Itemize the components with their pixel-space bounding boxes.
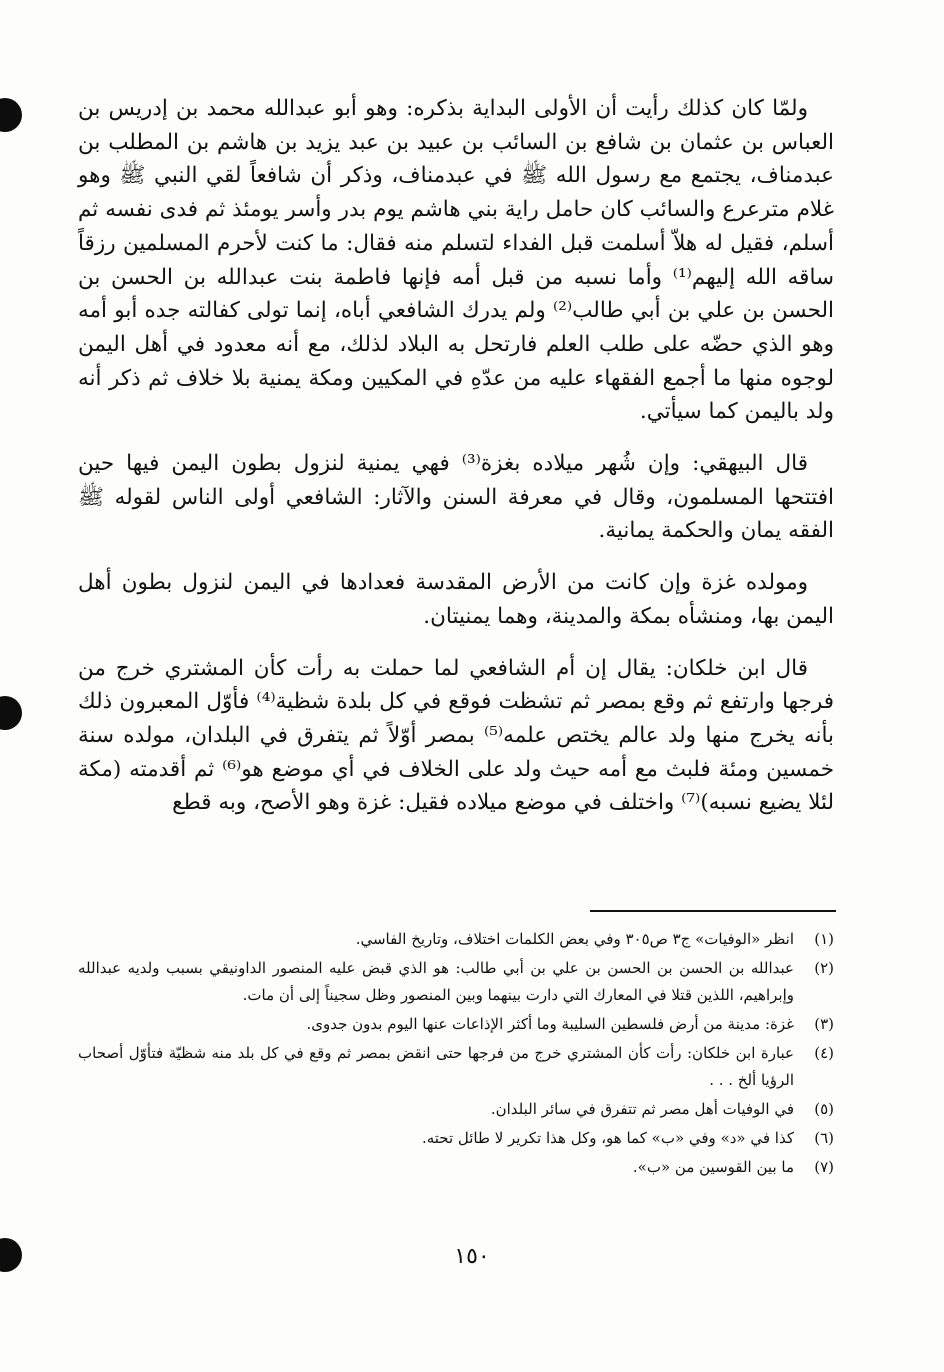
footnote-number: (٧) <box>814 1158 834 1176</box>
main-text <box>78 92 834 820</box>
footnote <box>78 955 834 1009</box>
footnote <box>78 1096 834 1123</box>
binder-hole <box>0 98 22 132</box>
paragraph: قال ابن خلكان: يقال إن أم الشافعي لما حملت به رأت كأن المشتري خرج من فرجها وارتفع ثم وقع بمصر ثم تشظت فوقع في كل بلدة شظية⁽⁴⁾ فأوّل المعبرون ذلك بأنه يخرج منها ولد عالم يختص علمه⁽⁵⁾ بمصر أوّلاً ثم يتفرق في البلدان، مولده سنة خمسين ومئة فلبث مع أمه حيث ولد على الخلاف في أي موضع هو⁽⁶⁾ ثم أقدمته (مكة لئلا يضيع نسبه)⁽⁷⁾ واختلف في موضع ميلاده فقيل: غزة وهو الأصح، وبه قطع <box>78 655 835 816</box>
footnote-text: في الوفيات أهل مصر ثم تتفرق في سائر البلدان. <box>490 1100 794 1118</box>
footnote-separator <box>590 910 836 912</box>
footnote-text: ما بين القوسين من «ب». <box>632 1158 794 1176</box>
footnote-number: (٦) <box>814 1129 834 1147</box>
footnote <box>78 1154 834 1181</box>
footnote-text: عبارة ابن خلكان: رأت كأن المشتري خرج من فرجها حتى انقض بمصر ثم وقع في كل بلد منه شظيّة فتأوّل أصحاب الرؤيا ألخ . . . <box>78 1044 794 1089</box>
footnote <box>78 1011 834 1038</box>
footnote <box>78 1040 834 1094</box>
footnote-text: كذا في «د» وفي «ب» كما هو، وكل هذا تكرير لا طائل تحته. <box>421 1129 794 1147</box>
binder-hole <box>0 696 22 730</box>
footnote-number: (٢) <box>814 959 834 977</box>
footnote-number: (٣) <box>814 1015 834 1033</box>
paragraph: ومولده غزة وإن كانت من الأرض المقدسة فعدادها في اليمن لنزول بطون أهل اليمن بها، ومنشأه بمكة والمدينة، وهما يمنيتان. <box>78 570 834 629</box>
footnote <box>78 1125 834 1152</box>
footnote <box>78 926 834 953</box>
footnote-text: انظر «الوفيات» ج٣ ص٣٠٥ وفي بعض الكلمات اختلاف، وتاريخ الفاسي. <box>355 930 794 948</box>
footnotes <box>78 926 834 1183</box>
page-number: ١٥٠ <box>454 1244 490 1269</box>
paragraph: قال البيهقي: وإن شُهر ميلاده بغزة⁽³⁾ فهي يمنية لنزول بطون اليمن فيها حين افتتحها المسلمون، وقال في معرفة السنن والآثار: الشافعي أولى الناس لقوله ﷺ الفقه يمان والحكمة يمانية. <box>78 451 834 544</box>
paragraph: ولمّا كان كذلك رأيت أن الأولى البداية بذكره: وهو أبو عبدالله محمد بن إدريس بن العباس بن عثمان بن شافع بن السائب بن عبيد بن عبد يزيد بن هاشم بن المطلب بن عبدمناف، يجتمع مع رسول الله ﷺ في عبدمناف، وذكر أن شافعاً لقي النبي ﷺ وهو غلام مترعرع والسائب كان حامل راية بني هاشم يوم بدر وأسر يومئذ ثم فدى نفسه ثم أسلم، فقيل له هلاّ أسلمت قبل الفداء لتسلم منه فقال: ما كنت لأحرم المسلمين رزقاً ساقه الله إليهم⁽¹⁾ وأما نسبه من قبل أمه فإنها فاطمة بنت عبدالله بن الحسن بن الحسن بن علي بن أبي طالب⁽²⁾ ولم يدرك الشافعي أباه، إنما تولى كفالته جده أبو أمه وهو الذي حضّه على طلب العلم فارتحل به البلاد لذلك، مع أنه معدود في أهل اليمن لوجوه منها ما أجمع الفقهاء عليه من عدّهِ في المكيين ومكة يمنية بلا خلاف ثم ذكر أنه ولد باليمن كما سيأتي. <box>78 96 835 425</box>
footnote-number: (٤) <box>814 1044 834 1062</box>
footnote-text: غزة: مدينة من أرض فلسطين السليبة وما أكثر الإذاعات عنها اليوم بدون جدوى. <box>306 1015 794 1033</box>
footnote-number: (٥) <box>814 1100 834 1118</box>
footnote-text: عبدالله بن الحسن بن الحسن بن علي بن أبي طالب: هو الذي قبض عليه المنصور الداونيقي بسبب ولديه عبدالله وإبراهيم، اللذين قتلا في المعارك التي دارت بينهما وبين المنصور وظل سجيناً إلى أن مات. <box>78 959 794 1004</box>
footnote-number: (١) <box>814 930 834 948</box>
